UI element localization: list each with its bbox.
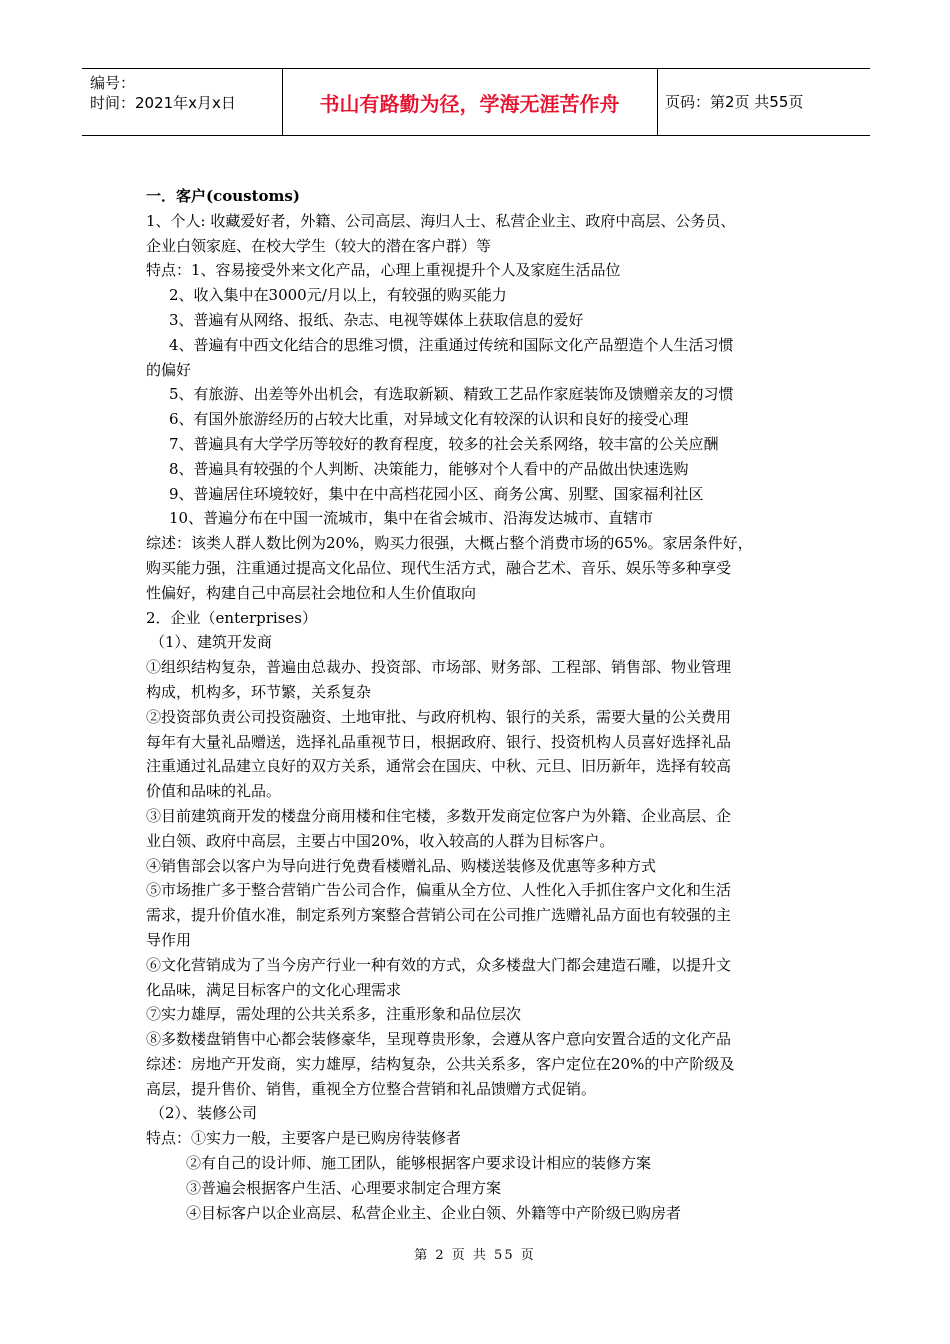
list-item: 7、普遍具有大学学历等较好的教育程度，较多的社会关系网络，较丰富的公关应酬 [169, 434, 719, 453]
paragraph-line: ⑥文化营销成为了当今房产行业一种有效的方式，众多楼盘大门都会建造石雕，以提升文 [146, 955, 732, 974]
list-item: ③普遍会根据客户生活、心理要求制定合理方案 [186, 1178, 502, 1197]
paragraph-line: 导作用 [146, 930, 192, 949]
paragraph-line: 性偏好，构建自己中高层社会地位和人生价值取向 [146, 583, 477, 602]
list-item: 5、有旅游、出差等外出机会，有选取新颖、精致工艺品作家庭装饰及馈赠亲友的习惯 [169, 385, 734, 404]
paragraph-line: ⑧多数楼盘销售中心都会装修豪华，呈现尊贵形象，会遵从客户意向安置合适的文化产品 [146, 1030, 732, 1049]
list-item: 4、普遍有中西文化结合的思维习惯，注重通过传统和国际文化产品塑造个人生活习惯 [169, 335, 734, 354]
paragraph-line: 构成，机构多，环节繁，关系复杂 [146, 682, 372, 701]
paragraph-line: ③目前建筑商开发的楼盘分商用楼和住宅楼，多数开发商定位客户为外籍、企业高层、企 [146, 806, 732, 825]
list-item: ④目标客户以企业高层、私营企业主、企业白领、外籍等中产阶级已购房者 [186, 1203, 682, 1222]
paragraph-line: 化品味，满足目标客户的文化心理需求 [146, 980, 402, 999]
section-heading: 一．客户(coustoms) [146, 187, 300, 205]
list-item: 8、普遍具有较强的个人判断、决策能力，能够对个人看中的产品做出快速选购 [169, 459, 689, 478]
paragraph-line: 需求，提升价值水准，制定系列方案整合营销公司在公司推广选赠礼品方面也有较强的主 [146, 906, 732, 925]
list-item: 2、收入集中在3000元/月以上，有较强的购买能力 [169, 286, 507, 305]
paragraph-line: ⑤市场推广多于整合营销广告公司合作，偏重从全方位、人性化入手抓住客户文化和生活 [146, 881, 732, 900]
list-item: 3、普遍有从网络、报纸、杂志、电视等媒体上获取信息的爱好 [169, 310, 584, 329]
header-motto: 书山有路勤为径，学海无涯苦作舟 [319, 91, 620, 116]
paragraph-line: ②投资部负责公司投资融资、土地审批、与政府机构、银行的关系，需要大量的公关费用 [146, 707, 732, 726]
subsection-heading: （2）、装修公司 [150, 1104, 258, 1123]
paragraph-line: 高层，提升售价、销售，重视全方位整合营销和礼品馈赠方式促销。 [146, 1079, 597, 1098]
document-number-label: 编号： [90, 74, 136, 92]
list-item: ②有自己的设计师、施工团队，能够根据客户要求设计相应的装修方案 [186, 1154, 652, 1173]
header-divider [657, 69, 658, 135]
document-body [146, 184, 822, 1225]
document-date-label: 时间：2021年x月x日 [90, 94, 236, 112]
paragraph-line: 每年有大量礼品赠送，选择礼品重视节日，根据政府、银行、投资机构人员喜好选择礼品 [146, 732, 732, 751]
paragraph-line: 注重通过礼品建立良好的双方关系，通常会在国庆、中秋、元旦、旧历新年，选择有较高 [146, 757, 732, 776]
paragraph-line: ⑦实力雄厚，需处理的公共关系多，注重形象和品位层次 [146, 1005, 522, 1024]
paragraph-line: ①组织结构复杂，普遍由总裁办、投资部、市场部、财务部、工程部、销售部、物业管理 [146, 658, 732, 677]
paragraph-line: 特点：①实力一般，主要客户是已购房待装修者 [146, 1129, 462, 1148]
list-item: 9、普遍居住环境较好，集中在中高档花园小区、商务公寓、别墅、国家福利社区 [169, 484, 704, 503]
list-item: 10、普遍分布在中国一流城市，集中在省会城市、沿海发达城市、直辖市 [169, 509, 654, 528]
paragraph-line: 购买能力强，注重通过提高文化品位、现代生活方式，融合艺术、音乐、娱乐等多种享受 [146, 558, 732, 577]
paragraph-line: 1、个人: 收藏爱好者，外籍、公司高层、海归人士、私营企业主、政府中高层、公务员、 [146, 211, 736, 230]
list-item: 6、有国外旅游经历的占较大比重，对异域文化有较深的认识和良好的接受心理 [169, 410, 689, 429]
subsection-heading: （1）、建筑开发商 [150, 633, 273, 652]
page-header [82, 68, 870, 136]
paragraph-line: 业白领、政府中高层，主要占中国20%，收入较高的人群为目标客户。 [146, 831, 615, 850]
paragraph-line: ④销售部会以客户为导向进行免费看楼赠礼品、购楼送装修及优惠等多种方式 [146, 856, 657, 875]
paragraph-line: 特点：1、容易接受外来文化产品，心理上重视提升个人及家庭生活品位 [146, 261, 621, 280]
header-page-number: 页码：第2页 共55页 [665, 93, 804, 111]
paragraph-line: 综述：该类人群人数比例为20%，购买力很强，大概占整个消费市场的65%。家居条件好， [146, 534, 753, 553]
section-heading: 2．企业（enterprises） [146, 608, 317, 627]
paragraph-line: 价值和品味的礼品。 [146, 782, 282, 801]
paragraph-line: 企业白领家庭、在校大学生（较大的潜在客户群）等 [146, 236, 492, 255]
paragraph-line: 的偏好 [146, 360, 192, 379]
header-left [90, 73, 236, 113]
page-footer: 第 2 页 共 55 页 [414, 1248, 536, 1263]
paragraph-line: 综述：房地产开发商，实力雄厚，结构复杂，公共关系多，客户定位在20%的中产阶级及 [146, 1054, 735, 1073]
